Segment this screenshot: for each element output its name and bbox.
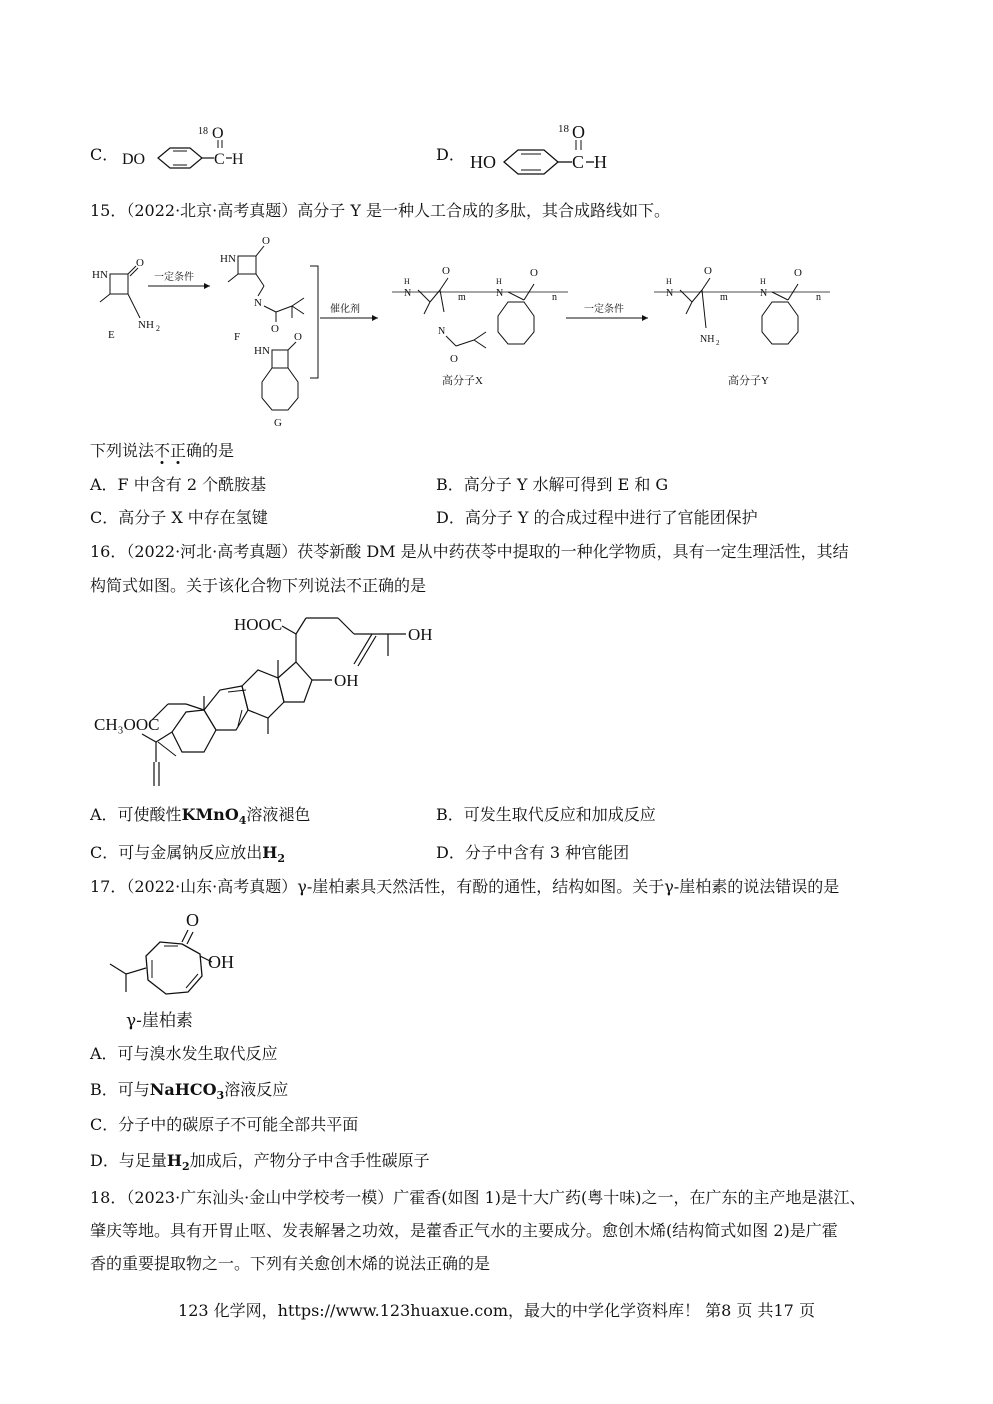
svg-text:NH: NH <box>700 334 715 345</box>
svg-text:H: H <box>594 152 607 172</box>
q16-option-a[interactable]: A．可使酸性KMnO$_4$溶液褪色 <box>90 805 311 828</box>
q18-line1: 18．（2023·广东汕头·金山中学校考一模）广霍香(如图 1)是十大广药(粤十味)之一，在广东的主产地是湛江、 <box>90 1188 866 1207</box>
svg-text:O: O <box>212 125 224 142</box>
svg-text:O: O <box>530 267 538 279</box>
q17-o: O <box>186 910 199 930</box>
svg-text:2: 2 <box>716 339 720 347</box>
q17-ring <box>146 942 202 994</box>
svg-text:O: O <box>442 265 450 277</box>
svg-text:H: H <box>404 277 410 286</box>
q15-stem: 15．（2022·北京·高考真题）高分子 Y 是一种人工合成的多肽，其合成路线如下。 <box>90 201 670 220</box>
svg-text:n: n <box>552 292 557 303</box>
svg-text:HN: HN <box>220 253 236 265</box>
svg-text:H: H <box>666 277 672 286</box>
svg-text:m: m <box>458 292 466 303</box>
svg-text:N: N <box>496 288 504 299</box>
svg-text:N: N <box>438 326 446 337</box>
q15-option-b[interactable]: B．高分子 Y 水解可得到 E 和 G <box>436 475 669 494</box>
svg-text:m: m <box>720 292 728 303</box>
compound-e <box>92 257 160 341</box>
svg-text:N: N <box>666 288 674 299</box>
q15-question: 下列说法不正确的是 <box>90 441 235 460</box>
compound-g <box>254 331 302 429</box>
q17-option-c[interactable]: C．分子中的碳原子不可能全部共平面 <box>90 1115 359 1134</box>
arrow3-label: 一定条件 <box>584 304 624 315</box>
svg-text:O: O <box>136 257 144 269</box>
svg-text:n: n <box>816 292 821 303</box>
q14-option-c-label: C． <box>90 145 119 164</box>
q16-hooc: HOOC <box>234 615 283 634</box>
q14-d-left-group: HO <box>470 152 496 172</box>
label-f: F <box>234 331 241 343</box>
svg-text:C: C <box>214 151 225 168</box>
svg-text:O: O <box>294 331 302 343</box>
q15-synthesis-route <box>88 222 848 432</box>
label-polymer-y: 高分子Y <box>728 375 769 387</box>
q18-line2: 肇庆等地。具有开胃止呕、发表解暑之功效，是藿香正气水的主要成分。愈创木烯(结构简式如图 2)是广霍 <box>90 1221 838 1240</box>
svg-text:O: O <box>271 323 279 335</box>
compound-f <box>220 235 304 343</box>
q17-option-a[interactable]: A．可与溴水发生取代反应 <box>90 1044 278 1063</box>
q16-stem-line1: 16．（2022·河北·高考真题）茯苓新酸 DM 是从中药茯苓中提取的一种化学物质，具有一定生理活性，其结 <box>90 542 849 561</box>
svg-text:N: N <box>254 297 262 309</box>
polymer-y <box>654 265 830 387</box>
svg-text:O: O <box>704 265 712 277</box>
q14-option-c-structure <box>118 122 258 182</box>
q14-d-isotope: 18 <box>558 123 569 135</box>
svg-text:O: O <box>450 353 458 365</box>
svg-text:O: O <box>262 235 270 247</box>
q14-option-d-label: D． <box>436 145 465 164</box>
q16-option-b[interactable]: B．可发生取代反应和加成反应 <box>436 805 656 824</box>
arrow1-label: 一定条件 <box>154 272 194 283</box>
q15-option-a[interactable]: A．F 中含有 2 个酰胺基 <box>90 475 267 494</box>
svg-text:H: H <box>760 277 766 286</box>
q16-oh-ring: OH <box>334 671 359 690</box>
q16-option-c[interactable]: C．可与金属钠反应放出$H_2$ <box>90 843 286 866</box>
svg-text:C: C <box>572 152 585 172</box>
q18-line3: 香的重要提取物之一。下列有关愈创木烯的说法正确的是 <box>90 1254 491 1273</box>
svg-text:NH: NH <box>138 319 154 331</box>
q17-stem: 17．（2022·山东·高考真题）γ-崖柏素具天然活性，有酚的通性，结构如图。关于γ-崖柏素的说法错误的是 <box>90 877 840 896</box>
q15-option-c[interactable]: C．高分子 X 中存在氢键 <box>90 508 268 527</box>
svg-text:H: H <box>232 151 244 168</box>
q14-c-isotope: 18 <box>198 126 208 137</box>
q17-option-b[interactable]: B．可与NaHCO$_3$溶液反应 <box>90 1080 289 1103</box>
svg-text:N: N <box>760 288 768 299</box>
label-e: E <box>108 329 115 341</box>
q17-oh: OH <box>208 952 234 972</box>
polymer-x <box>392 265 568 387</box>
svg-text:HN: HN <box>92 269 108 281</box>
svg-text:H: H <box>496 277 502 286</box>
arrow2-label: 催化剂 <box>330 304 360 315</box>
q14-c-left-group: DO <box>122 151 146 168</box>
q17-caption: γ-崖柏素 <box>126 1011 193 1031</box>
q16-stem-line2: 构简式如图。关于该化合物下列说法不正确的是 <box>90 576 427 595</box>
q16-oh-top: OH <box>408 625 433 644</box>
svg-text:O: O <box>794 267 802 279</box>
q16-option-d[interactable]: D．分子中含有 3 种官能团 <box>436 843 630 862</box>
svg-text:N: N <box>404 288 412 299</box>
page-footer: 123 化学网，https://www.123huaxue.com，最大的中学化学资料库！ 第8 页 共17 页 <box>178 1301 815 1320</box>
q17-option-d[interactable]: D．与足量$H_2$加成后，产物分子中含手性碳原子 <box>90 1151 430 1174</box>
label-g: G <box>274 417 282 429</box>
q15-option-d[interactable]: D．高分子 Y 的合成过程中进行了官能团保护 <box>436 508 758 527</box>
svg-text:HN: HN <box>254 345 270 357</box>
svg-text:2: 2 <box>156 324 160 333</box>
q16-ester: CH₃OOC <box>94 715 160 734</box>
label-polymer-x: 高分子X <box>442 375 483 387</box>
q16-structure <box>92 606 452 792</box>
svg-text:O: O <box>572 122 585 142</box>
q14-option-d-structure <box>466 118 626 180</box>
